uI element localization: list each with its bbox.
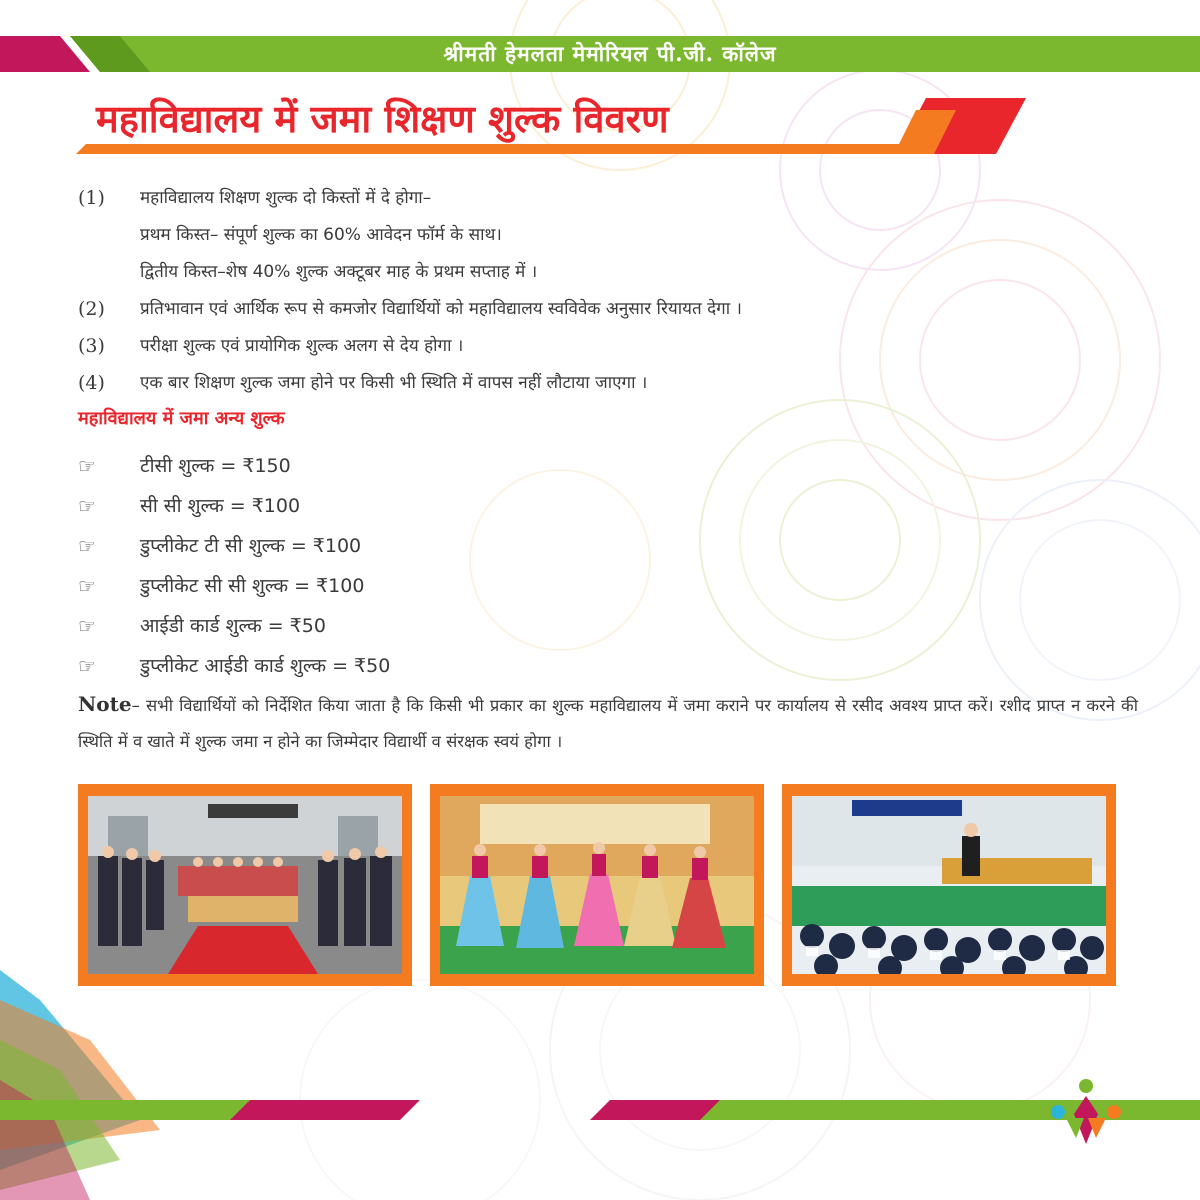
rule-text: प्रतिभावान एवं आर्थिक रूप से कमजोर विद्यार्थियों को महाविद्यालय स्वविवेक अनुसार रियायत देगा । [140,299,742,319]
rule-item [78,365,1138,402]
page-title: महाविद्यालय में जमा शिक्षण शुल्क विवरण [96,96,669,141]
pointing-hand-icon: ☞ [78,614,96,638]
fee-label: टीसी शुल्क = ₹150 [140,455,291,477]
rule-item [78,328,1138,365]
bottom-decoration [0,960,1200,1200]
pointing-hand-icon: ☞ [78,574,96,598]
fee-label: डुप्लीकेट सी सी शुल्क = ₹100 [140,575,365,597]
note-text: – सभी विद्यार्थियों को निर्देशित किया जाता है कि किसी भी प्रकार का शुल्क महाविद्यालय में जमा कराने पर कार्यालय से रसीद अवश्य प्राप्त करें। रशीद प्राप्त न करने की स्थिति में व खाते में शुल्क जमा न होने का जिम्मेदार विद्यार्थी व संरक्षक स्वयं होगा । [78,696,1138,751]
rule-item [78,180,1138,217]
pointing-hand-icon: ☞ [78,534,96,558]
rule-number: (4) [78,372,105,394]
group-photo-image [88,796,402,974]
photo-dance [430,784,764,986]
other-fees-title: महाविद्यालय में जमा अन्य शुल्क [78,408,285,429]
photo-group [78,784,412,986]
rule-text: एक बार शिक्षण शुल्क जमा होने पर किसी भी स्थिति में वापस नहीं लौटाया जाएगा । [140,373,648,393]
event-photo-image [792,796,1106,974]
pointing-hand-icon: ☞ [78,494,96,518]
rule-text: महाविद्यालय शिक्षण शुल्क दो किस्तों में दे होगा– [140,188,432,208]
rule-subitem: द्वितीय किस्त–शेष 40% शुल्क अक्टूबर माह के प्रथम सप्ताह में । [140,262,538,282]
rule-number: (2) [78,298,105,320]
rule-number: (1) [78,187,105,209]
fee-label: आईडी कार्ड शुल्क = ₹50 [140,615,326,637]
fee-label: सी सी शुल्क = ₹100 [140,495,301,517]
dance-photo-image [440,796,754,974]
fee-label: डुप्लीकेट आईडी कार्ड शुल्क = ₹50 [140,655,391,677]
fee-rules [78,180,1138,402]
college-name: श्रीमती हेमलता मेमोरियल पी.जी. कॉलेज [443,41,777,66]
pointing-hand-icon: ☞ [78,454,96,478]
fee-label: डुप्लीकेट टी सी शुल्क = ₹100 [140,535,362,557]
rule-subitem: प्रथम किस्त– संपूर्ण शुल्क का 60% आवेदन फॉर्म के साथ। [140,225,502,245]
college-logo-icon [1046,1074,1126,1154]
rule-item [78,291,1138,328]
rule-text: परीक्षा शुल्क एवं प्रायोगिक शुल्क अलग से देय होगा । [140,336,464,356]
photo-event [782,784,1116,986]
rule-number: (3) [78,335,105,357]
pointing-hand-icon: ☞ [78,654,96,678]
note-label: Note [78,692,132,716]
note-paragraph [78,686,1138,760]
